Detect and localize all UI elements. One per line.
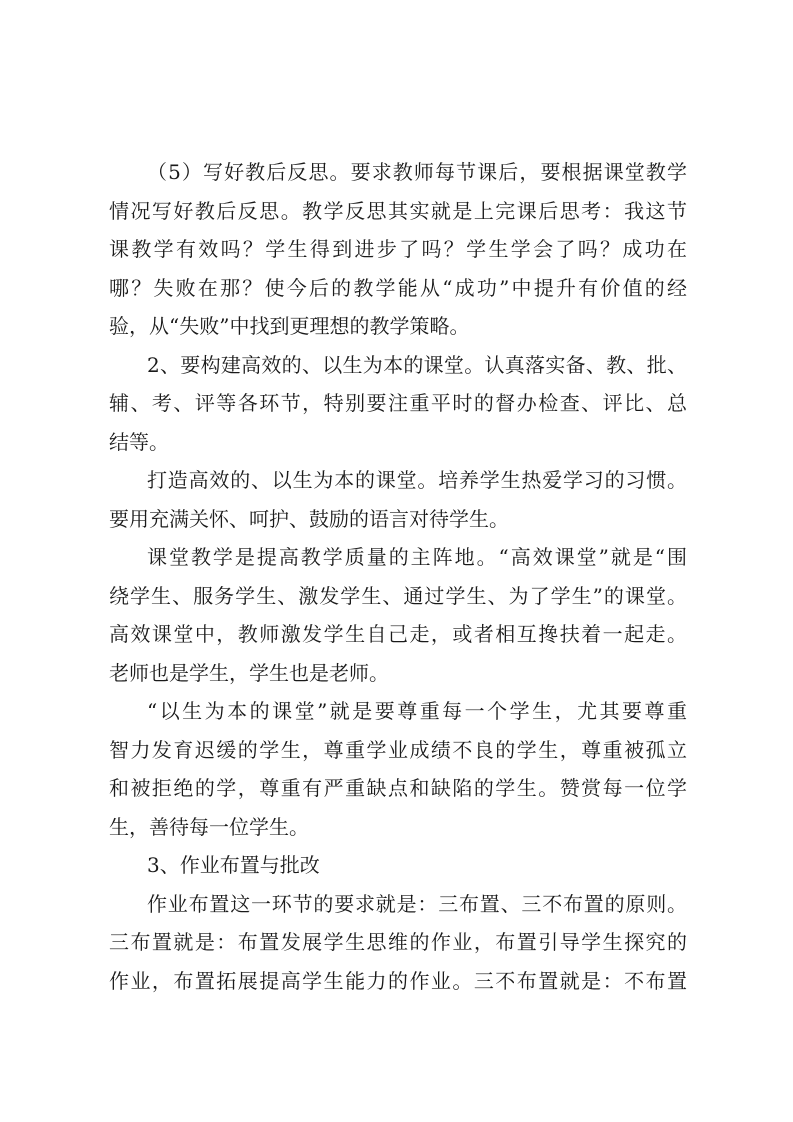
paragraph-student-centered-line-1: “以生为本的课堂”就是要尊重每一个学生，尤其要尊重 [147,699,687,723]
paragraph-student-centered-line-4: 生，善待每一位学生。 [109,814,309,839]
paragraph-reflection-line-4: 哪？失败在那？使今后的教学能从“成功”中提升有价值的经 [109,275,687,300]
paragraph-classroom-teaching-line-1: 课堂教学是提高教学质量的主阵地。“高效课堂”就是“围 [147,545,687,569]
paragraph-reflection-line-3: 课教学有效吗？学生得到进步了吗？学生学会了吗？成功在 [109,237,687,261]
paragraph-classroom-teaching-line-2: 绕学生、服务学生、激发学生、通过学生、为了学生”的课堂。 [109,583,687,608]
paragraph-classroom-teaching-line-3: 高效课堂中，教师激发学生自己走，或者相互搀扶着一起走。 [109,622,687,646]
paragraph-classroom-teaching-line-4: 老师也是学生，学生也是老师。 [109,660,389,685]
section-2-heading-line-2: 辅、考、评等各环节，特别要注重平时的督办检查、评比、总 [109,391,687,415]
document-body [109,153,687,1000]
paragraph-efficient-class-line-2: 要用充满关怀、呵护、鼓励的语言对待学生。 [109,506,509,531]
section-2-heading-line-1: 2、要构建高效的、以生为本的课堂。认真落实备、教、批、 [147,352,687,377]
paragraph-student-centered-line-3: 和被拒绝的学，尊重有严重缺点和缺陷的学生。赞赏每一位学 [109,776,687,800]
paragraph-homework-line-1: 作业布置这一环节的要求就是：三布置、三不布置的原则。 [147,891,687,916]
paragraph-reflection-line-2: 情况写好教后反思。教学反思其实就是上完课后思考：我这节 [109,198,687,223]
paragraph-reflection-line-1: （5）写好教后反思。要求教师每节课后，要根据课堂教学 [147,160,687,184]
paragraph-efficient-class-line-1: 打造高效的、以生为本的课堂。培养学生热爱学习的习惯。 [147,468,687,492]
paragraph-homework-line-3: 作业，布置拓展提高学生能力的作业。三不布置就是：不布置 [109,968,687,993]
section-2-heading-line-3: 结等。 [109,429,169,454]
paragraph-homework-line-2: 三布置就是：布置发展学生思维的作业，布置引导学生探究的 [109,930,687,954]
section-3-heading: 3、作业布置与批改 [147,853,320,877]
paragraph-student-centered-line-2: 智力发育迟缓的学生，尊重学业成绩不良的学生，尊重被孤立 [109,737,687,762]
paragraph-reflection-line-5: 验，从“失败”中找到更理想的教学策略。 [109,314,470,338]
